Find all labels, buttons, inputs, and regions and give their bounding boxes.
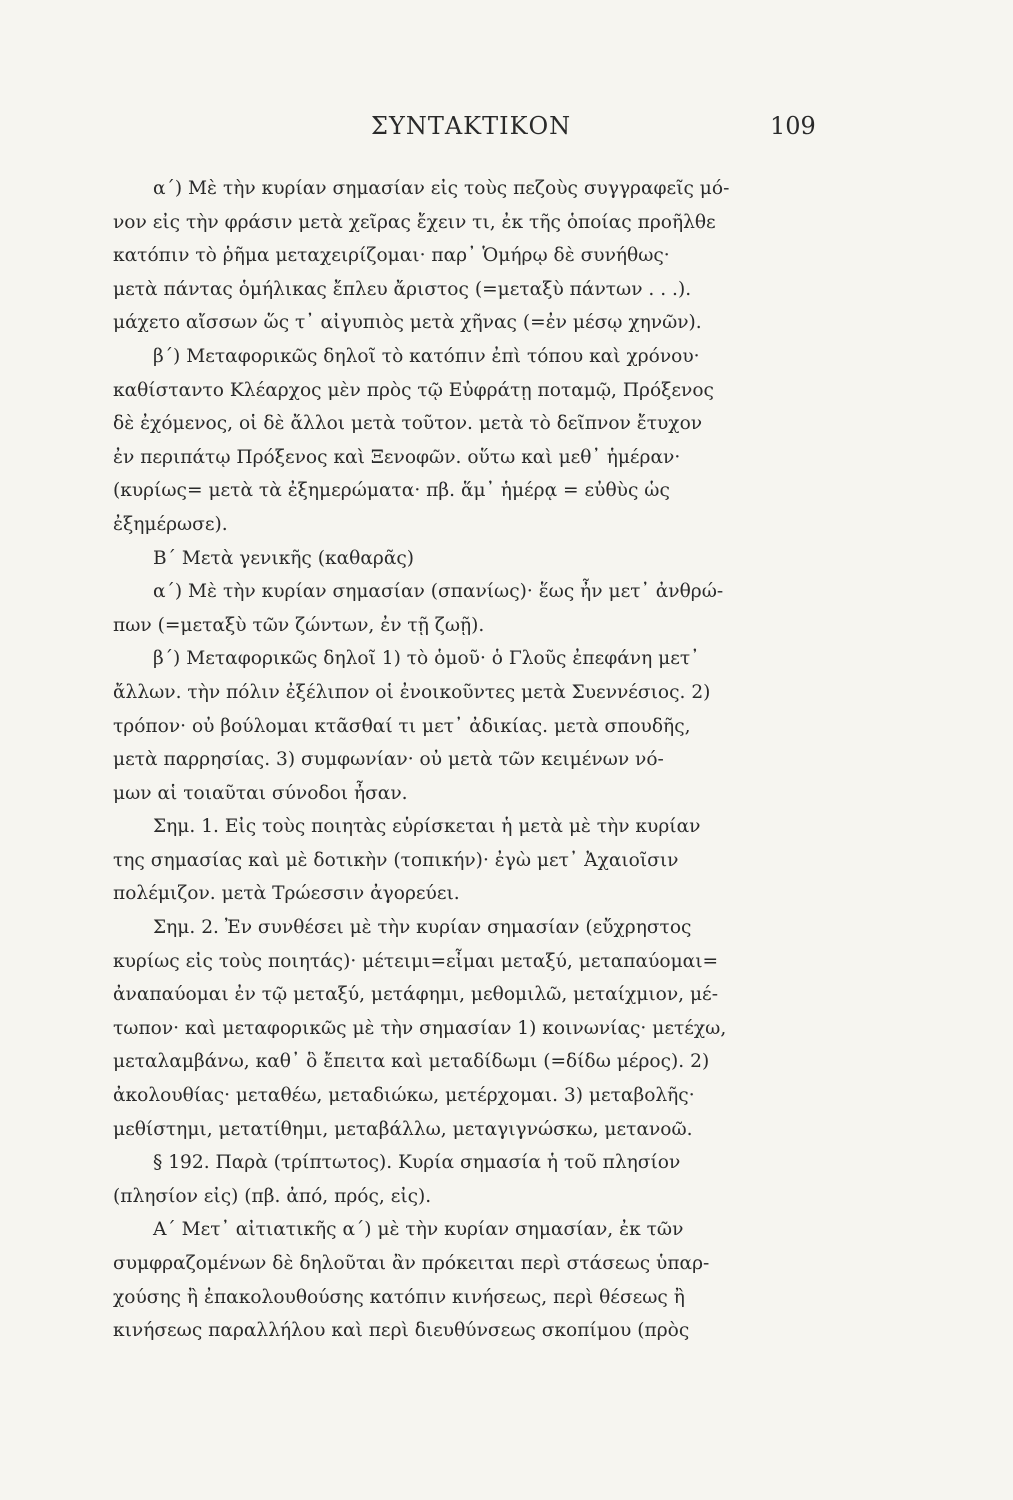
text-line: α΄) Μὲ τὴν κυρίαν σημασίαν (σπανίως)· ἕως ἦν μετ᾽ ἀνθρώ-	[153, 581, 724, 603]
text-line: κινήσεως παραλλήλου καὶ περὶ διευθύνσεως σκοπίμου (πρὸς	[113, 1320, 690, 1342]
text-line: νον εἰς τὴν φράσιν μετὰ χεῖρας ἔχειν τι, ἐκ τῆς ὁποίας προῆλθε	[113, 211, 716, 233]
text-line: ἄλλων. τὴν πόλιν ἐξέλιπον οἱ ἐνοικοῦντες μετὰ Συεννέσιος. 2)	[113, 681, 711, 703]
text-line: μάχετο αἴσσων ὥς τ᾽ αἰγυπιὸς μετὰ χῆνας (=ἐν μέσῳ χηνῶν).	[113, 312, 702, 334]
text-line: α΄) Μὲ τὴν κυρίαν σημασίαν εἰς τοὺς πεζοὺς συγγραφεῖς μό-	[153, 178, 730, 199]
note-line: Σημ. 2. Ἐν συνθέσει μὲ τὴν κυρίαν σημασίαν (εὔχρηστος	[153, 917, 692, 939]
body-text	[113, 172, 843, 1348]
text-line: μων αἱ τοιαῦται σύνοδοι ἦσαν.	[113, 782, 408, 804]
text-line: μεταλαμβάνω, καθ᾽ ὃ ἔπειτα καὶ μεταδίδωμι (=δίδω μέρος). 2)	[113, 1051, 710, 1073]
text-line: κατόπιν τὸ ῥῆμα μεταχειρίζομαι· παρ᾽ Ὁμήρῳ δὲ συνήθως·	[113, 245, 670, 267]
note-line: Σημ. 1. Εἰς τοὺς ποιητὰς εὑρίσκεται ἡ μετὰ μὲ τὴν κυρίαν	[153, 816, 701, 838]
text-line: μεθίστημι, μετατίθημι, μεταβάλλω, μεταγιγνώσκω, μετανοῶ.	[113, 1118, 693, 1140]
text-line: τρόπον· οὐ βούλομαι κτᾶσθαί τι μετ᾽ ἀδικίας. μετὰ σπουδῆς,	[113, 715, 691, 737]
text-line: συμφραζομένων δὲ δηλοῦται ἂν πρόκειται περὶ στάσεως ὑπαρ-	[113, 1253, 710, 1274]
text-line: β΄) Μεταφορικῶς δηλοῖ 1) τὸ ὁμοῦ· ὁ Γλοῦς ἐπεφάνη μετ᾽	[153, 648, 700, 670]
page-header	[0, 112, 1013, 152]
text-line: μετὰ παρρησίας. 3) συμφωνίαν· οὐ μετὰ τῶν κειμένων νό-	[113, 749, 664, 771]
text-line: Α΄ Μετ᾽ αἰτιατικῆς α΄) μὲ τὴν κυρίαν σημασίαν, ἐκ τῶν	[153, 1219, 684, 1241]
text-line: (κυρίως= μετὰ τὰ ἐξημερώματα· πβ. ἅμ᾽ ἡμέρᾳ = εὐθὺς ὡς	[113, 480, 670, 502]
section-heading: Β΄ Μετὰ γενικῆς (καθαρᾶς)	[153, 547, 415, 569]
text-line: της σημασίας καὶ μὲ δοτικὴν (τοπικήν)· ἐγὼ μετ᾽ Ἀχαιοῖσιν	[113, 849, 679, 871]
text-line: τωπον· καὶ μεταφορικῶς μὲ τὴν σημασίαν 1) κοινωνίας· μετέχω,	[113, 1017, 727, 1039]
text-line: ἀκολουθίας· μεταθέω, μεταδιώκω, μετέρχομαι. 3) μεταβολῆς·	[113, 1085, 695, 1107]
running-title: ΣΥΝΤΑΚΤΙΚΟΝ	[371, 112, 572, 140]
text-line: β΄) Μεταφορικῶς δηλοῖ τὸ κατόπιν ἐπὶ τόπου καὶ χρόνου·	[153, 345, 700, 367]
text-line: χούσης ἢ ἐπακολουθούσης κατόπιν κινήσεως, περὶ θέσεως ἢ	[113, 1286, 685, 1308]
text-line: πολέμιζον. μετὰ Τρώεσσιν ἀγορεύει.	[113, 883, 460, 905]
text-line: πων (=μεταξὺ τῶν ζώντων, ἐν τῇ ζωῇ).	[113, 614, 485, 636]
page-number: 109	[770, 112, 816, 140]
text-line: καθίσταντο Κλέαρχος μὲν πρὸς τῷ Εὐφράτῃ ποταμῷ, Πρόξενος	[113, 379, 714, 401]
text-line: ἀναπαύομαι ἐν τῷ μεταξύ, μετάφημι, μεθομιλῶ, μεταίχμιον, μέ-	[113, 984, 718, 1006]
section-paragraph-192: § 192. Παρὰ (τρίπτωτος). Κυρία σημασία ἡ τοῦ πλησίον	[153, 1152, 681, 1174]
text-line: μετὰ πάντας ὁμήλικας ἔπλευ ἄριστος (=μεταξὺ πάντων . . .).	[113, 278, 692, 300]
text-line: δὲ ἐχόμενος, οἱ δὲ ἄλλοι μετὰ τοῦτον. μετὰ τὸ δεῖπνον ἔτυχον	[113, 413, 703, 435]
text-line: ἐν περιπάτῳ Πρόξενος καὶ Ξενοφῶν. οὕτω καὶ μεθ᾽ ἡμέραν·	[113, 446, 681, 468]
text-line: (πλησίον εἰς) (πβ. ἀπό, πρός, εἰς).	[113, 1185, 432, 1207]
text-line: ἐξημέρωσε).	[113, 513, 228, 535]
text-line: κυρίως εἰς τοὺς ποιητάς)· μέτειμι=εἶμαι μεταξύ, μεταπαύομαι=	[113, 950, 719, 972]
